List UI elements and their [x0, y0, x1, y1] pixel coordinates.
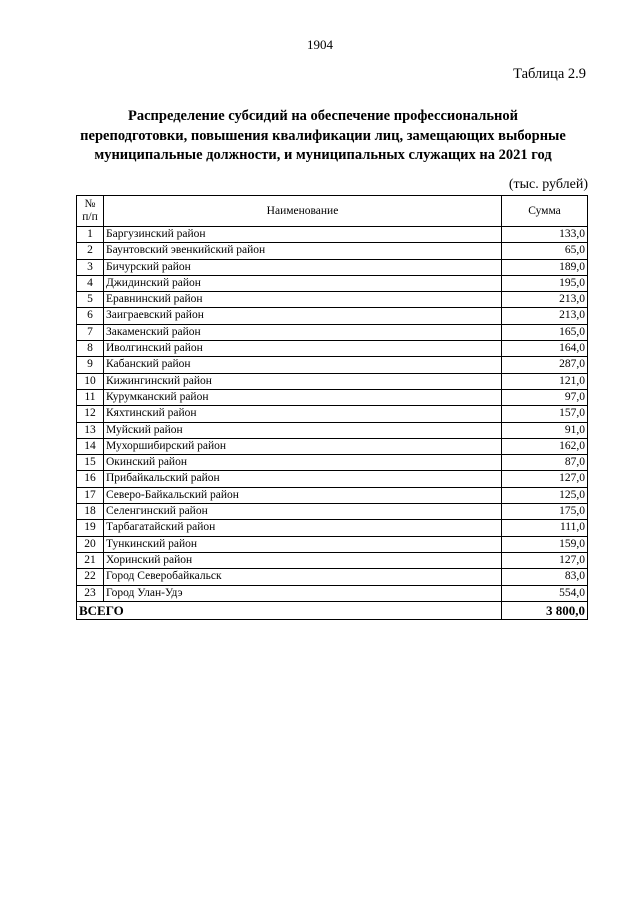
document-title: [60, 107, 586, 166]
header-amount: Сумма: [502, 196, 588, 227]
table-row: [77, 455, 588, 471]
row-number: 4: [77, 275, 104, 291]
table-row: [77, 373, 588, 389]
row-amount: 165,0: [502, 324, 588, 340]
row-name: Баргузинский район: [104, 227, 502, 243]
row-name: Курумканский район: [104, 389, 502, 405]
row-name: Хоринский район: [104, 552, 502, 568]
row-amount: 83,0: [502, 569, 588, 585]
row-amount: 213,0: [502, 308, 588, 324]
row-name: Закаменский район: [104, 324, 502, 340]
row-amount: 213,0: [502, 292, 588, 308]
row-name: Муйский район: [104, 422, 502, 438]
row-number: 5: [77, 292, 104, 308]
row-number: 15: [77, 455, 104, 471]
row-amount: 195,0: [502, 275, 588, 291]
row-number: 16: [77, 471, 104, 487]
row-amount: 65,0: [502, 243, 588, 259]
row-number: 8: [77, 341, 104, 357]
total-amount: 3 800,0: [502, 601, 588, 619]
table-row: [77, 569, 588, 585]
table-row: [77, 487, 588, 503]
title-line: Распределение субсидий на обеспечение профессиональной: [127, 108, 518, 124]
row-amount: 87,0: [502, 455, 588, 471]
row-name: Мухоршибирский район: [104, 438, 502, 454]
table-row: [77, 471, 588, 487]
row-amount: 127,0: [502, 471, 588, 487]
row-number: 2: [77, 243, 104, 259]
row-number: 10: [77, 373, 104, 389]
row-number: 23: [77, 585, 104, 601]
units-note: (тыс. рублей): [508, 177, 588, 192]
row-name: Джидинский район: [104, 275, 502, 291]
row-number: 20: [77, 536, 104, 552]
table-row: [77, 438, 588, 454]
row-number: 11: [77, 389, 104, 405]
row-name: Город Северобайкальск: [104, 569, 502, 585]
table-row: [77, 504, 588, 520]
row-amount: 287,0: [502, 357, 588, 373]
row-name: Баунтовский эвенкийский район: [104, 243, 502, 259]
table-row: [77, 357, 588, 373]
row-amount: 97,0: [502, 389, 588, 405]
table-row: [77, 585, 588, 601]
row-name: Тункинский район: [104, 536, 502, 552]
total-label: ВСЕГО: [77, 601, 502, 619]
row-amount: 162,0: [502, 438, 588, 454]
row-number: 22: [77, 569, 104, 585]
table-row: [77, 227, 588, 243]
row-number: 12: [77, 406, 104, 422]
table-row: [77, 341, 588, 357]
table-row: [77, 552, 588, 568]
row-name: Иволгинский район: [104, 341, 502, 357]
row-name: Северо-Байкальский район: [104, 487, 502, 503]
row-amount: 125,0: [502, 487, 588, 503]
table-row: [77, 243, 588, 259]
row-name: Кижингинский район: [104, 373, 502, 389]
row-name: Бичурский район: [104, 259, 502, 275]
row-number: 7: [77, 324, 104, 340]
table-row: [77, 406, 588, 422]
row-name: Заиграевский район: [104, 308, 502, 324]
row-number: 21: [77, 552, 104, 568]
total-row: [77, 601, 588, 619]
row-name: Город Улан-Удэ: [104, 585, 502, 601]
table-row: [77, 422, 588, 438]
row-name: Селенгинский район: [104, 504, 502, 520]
row-number: 6: [77, 308, 104, 324]
table-row: [77, 324, 588, 340]
row-name: Тарбагатайский район: [104, 520, 502, 536]
row-number: 18: [77, 504, 104, 520]
row-amount: 189,0: [502, 259, 588, 275]
table-row: [77, 292, 588, 308]
row-amount: 164,0: [502, 341, 588, 357]
row-amount: 91,0: [502, 422, 588, 438]
row-name: Кабанский район: [104, 357, 502, 373]
row-amount: 159,0: [502, 536, 588, 552]
row-amount: 111,0: [502, 520, 588, 536]
header-number: № п/п: [77, 196, 104, 227]
row-number: 14: [77, 438, 104, 454]
table-label: Таблица 2.9: [513, 66, 586, 82]
row-number: 13: [77, 422, 104, 438]
row-name: Еравнинский район: [104, 292, 502, 308]
row-number: 19: [77, 520, 104, 536]
table-row: [77, 389, 588, 405]
row-number: 3: [77, 259, 104, 275]
title-line: муниципальные должности, и муниципальных служащих на 2021 год: [94, 147, 552, 163]
row-amount: 175,0: [502, 504, 588, 520]
table-header-row: [77, 196, 588, 227]
title-line: переподготовки, повышения квалификации лиц, замещающих выборные: [80, 127, 566, 144]
row-name: Прибайкальский район: [104, 471, 502, 487]
table-row: [77, 308, 588, 324]
row-amount: 133,0: [502, 227, 588, 243]
page-number: 1904: [307, 37, 333, 52]
row-amount: 127,0: [502, 552, 588, 568]
row-number: 9: [77, 357, 104, 373]
row-name: Окинский район: [104, 455, 502, 471]
table-row: [77, 275, 588, 291]
row-number: 17: [77, 487, 104, 503]
table-row: [77, 536, 588, 552]
row-number: 1: [77, 227, 104, 243]
table-row: [77, 259, 588, 275]
table-row: [77, 520, 588, 536]
row-amount: 157,0: [502, 406, 588, 422]
row-name: Кяхтинский район: [104, 406, 502, 422]
row-amount: 121,0: [502, 373, 588, 389]
row-amount: 554,0: [502, 585, 588, 601]
subsidies-table: [76, 195, 588, 620]
header-name: Наименование: [104, 196, 502, 227]
